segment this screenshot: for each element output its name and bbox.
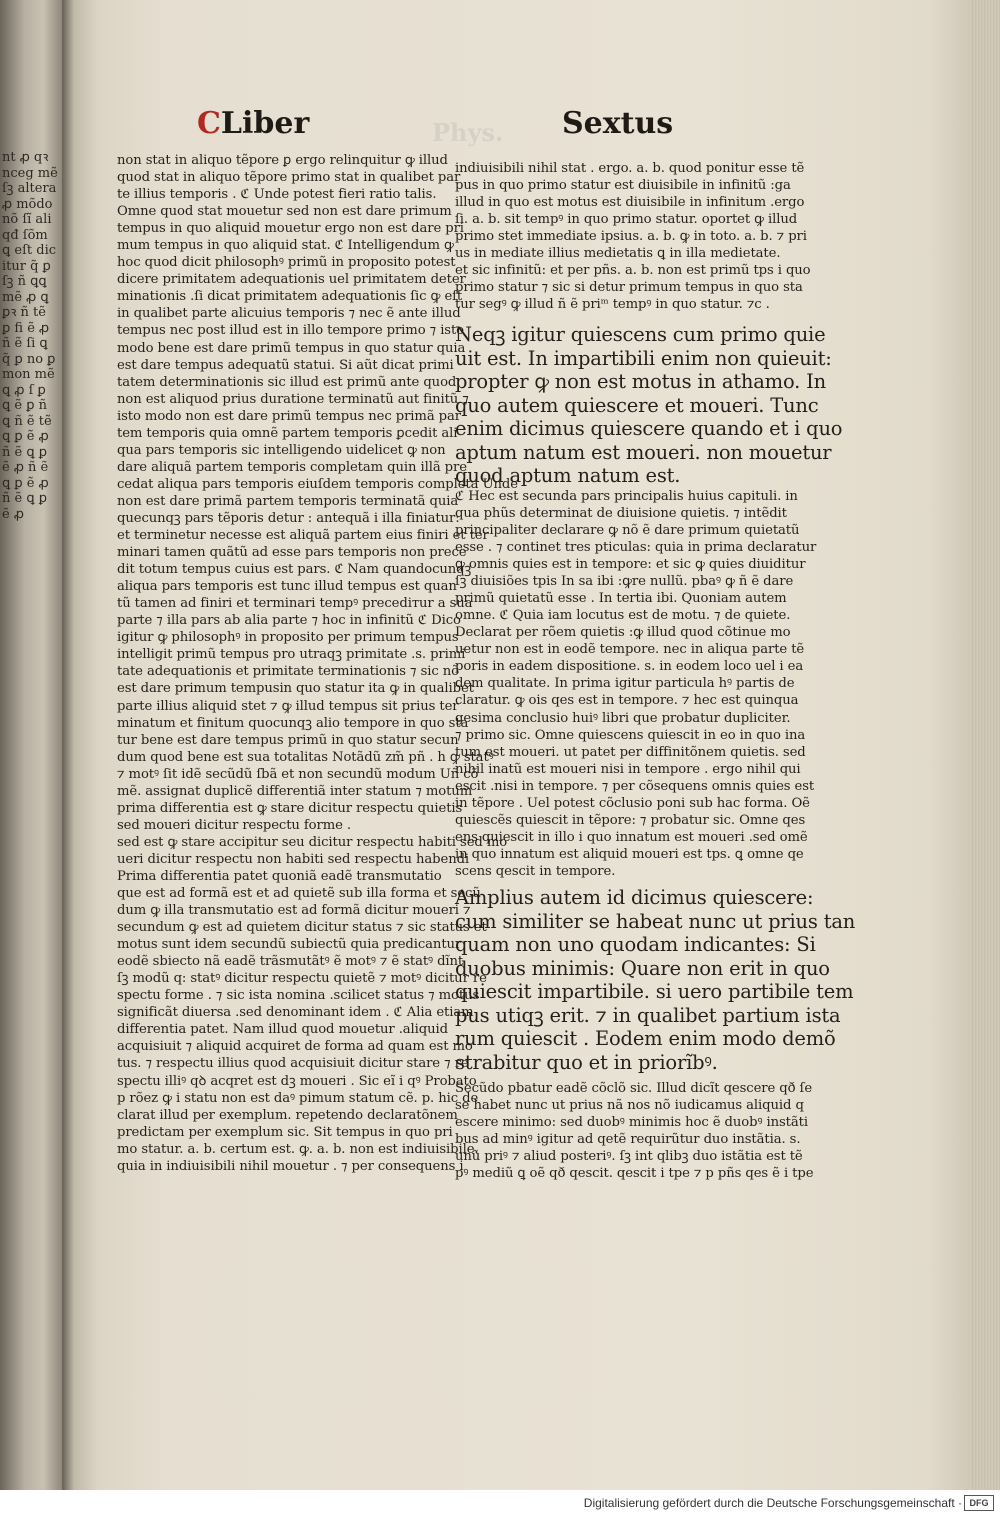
text-line: p rõez ꝙ i statu non est daꝰ pimum statum cẽ. p. hic de xyxy=(117,1090,479,1106)
text-line: primo statur ⁊ sic si detur primum tempus in quo sta xyxy=(455,280,803,296)
text-line: dem qualitate. In prima igitur particula hꝰ partis de xyxy=(455,676,795,692)
text-line: secundum ꝙ est ad quietem dicitur status ⁊ sic status et xyxy=(117,920,487,936)
text-line: aliqua pars temporis est tunc illud tempus est quan xyxy=(117,579,457,595)
text-line: us in mediate illius medietatis ꝗ in illa medietate. xyxy=(455,246,781,262)
text-line: acquisiuit ⁊ aliquid acquiret de forma ad quam est mo xyxy=(117,1039,473,1055)
text-line: tatem determinationis sic illud est primũ ante quod xyxy=(117,374,457,390)
text-line: tum est moueri. ut patet per diffinitõnem quietis. sed xyxy=(455,744,806,760)
text-line: cedat aliqua pars temporis eiuſdem temporis completa Unde xyxy=(117,476,518,492)
text-line: in qualibet parte alicuius temporis ⁊ nec ẽ ante illud xyxy=(117,306,461,322)
text-line: ℭ Hec est secunda pars principalis huius capituli. in xyxy=(455,488,798,504)
text-line: ueri dicitur respectu non habiti sed respectu habendi xyxy=(117,851,470,867)
text-line: escit .nisi in tempore. ⁊ per cõsequens omnis quies est xyxy=(455,778,815,794)
text-line: Omne quod stat mouetur sed non est dare primum xyxy=(117,204,452,220)
text-line: gesima conclusio huiꝰ libri que probatur dupliciter. xyxy=(455,710,791,726)
right-column-aristotle-text-2 xyxy=(455,886,856,1074)
text-line: rum quiescit . Eodem enim modo demõ xyxy=(455,1027,836,1050)
text-line: Amplius autem id dicimus quiescere: xyxy=(455,886,814,909)
text-line: eodẽ sbiecto nã eadẽ trãsmutãtꝰ ẽ motꝰ ⁊ ẽ statꝰ dĩnt xyxy=(117,954,464,970)
right-column-commentary-1 xyxy=(455,488,817,880)
footer-bar xyxy=(0,1490,1000,1515)
text-line: enim dicimus quiescere quando et i quo xyxy=(455,417,843,441)
text-line: est dare primum tempusin quo statur ita ꝙ in qualibet xyxy=(117,681,474,697)
text-line: pꝰ mediũ ꝗ oẽ qð qescit. qescit i tpe ⁊ p pñs qes ẽ i tpe xyxy=(455,1166,814,1182)
text-line: parte ⁊ illa pars ab alia parte ⁊ hoc in infinitũ ℭ Dico xyxy=(117,613,461,629)
text-line: non stat in aliquo tẽpore ꝑ ergo relinquitur ꝙ illud xyxy=(117,153,448,168)
text-line: non est dare primã partem temporis terminatã quia xyxy=(117,493,459,509)
right-column-commentary-top xyxy=(455,160,811,313)
text-line: predictam per exemplum sic. Sit tempus in quo pri xyxy=(117,1124,453,1140)
text-line: sed moueri dicitur respectu forme . xyxy=(117,817,352,833)
text-line: cum similiter se habeat nunc ut prius tan xyxy=(455,909,856,933)
text-line: tur bene est dare tempus primũ in quo statur secun xyxy=(117,732,459,748)
text-line: se habet nunc ut prius nã nos nõ iudicamus aliquid q xyxy=(455,1098,804,1114)
text-line: quecunqꝫ pars tẽporis detur : antequã i illa finiatur: xyxy=(117,510,460,526)
text-line: dicere primitatem adequationis uel primitatem deter xyxy=(117,272,466,288)
text-line: non est aliquod prius duratione terminatũ aut finitũ ⁊ xyxy=(117,391,469,407)
text-line: Prima differentia patet quoniã eadẽ transmutatio xyxy=(117,868,442,884)
text-line: quam non uno quodam indicantes: Si xyxy=(455,933,816,956)
right-column-commentary-2 xyxy=(455,1080,814,1182)
text-line: qua pars temporis sic intelligendo uidelicet ꝙ non xyxy=(117,442,446,458)
running-head-right-title: Sextus xyxy=(562,106,674,141)
text-line: tus. ⁊ respectu illius quod acquisiuit dicitur stare ⁊ re xyxy=(117,1056,469,1072)
text-line: ſꝫ modũ q: statꝰ dicitur respectu quietẽ ⁊ motꝰ dicitur re xyxy=(117,971,487,987)
right-column-aristotle-text-1 xyxy=(455,323,843,488)
text-line: te illius temporis . ℭ Unde potest fieri ratio talis. xyxy=(117,187,437,203)
text-line: principaliter declarare ꝙ nõ ẽ dare primum quietatũ xyxy=(455,523,800,539)
text-line: ꝙ omnis quies est in tempore: et sic ꝙ quies diuiditur xyxy=(455,557,806,573)
left-page-edge xyxy=(0,0,62,1490)
text-line: clarat illud per exemplum. repetendo declaratõnem xyxy=(117,1107,458,1123)
text-line: illud in quo est motus est diuisibile in infinitum .ergo xyxy=(455,195,805,211)
gutter-shadow xyxy=(62,0,74,1490)
running-head-right xyxy=(562,106,673,141)
text-line: ⁊ primo sic. Omne quiescens quiescit in eo in quo ina xyxy=(455,727,806,743)
text-line: dit totum tempus cuius est pars. ℭ Nam quandocunqꝫ xyxy=(117,562,472,578)
text-line: et sic infinitũ: et per pñs. a. b. non est primũ tps i quo xyxy=(455,263,811,279)
text-line: poris in eadem dispositione. s. in eodem loco uel i ea xyxy=(455,659,804,675)
footer-credit: Digitalisierung gefördert durch die Deutsche Forschungsgemeinschaft · xyxy=(583,1496,962,1510)
text-line: pus utiqꝫ erit. ⁊ in qualibet partium ista xyxy=(455,1003,841,1027)
bleed-through-running-head: Phys. xyxy=(432,118,504,147)
text-line: uetur non est in eodẽ tempore. nec in aliqua parte tẽ xyxy=(455,642,805,658)
text-line: modo bene est dare primũ tempus in quo statur quia xyxy=(117,340,466,356)
text-line: ſꝫ diuisiões tpis In sa ibi :ꝙre nullũ. pbaꝰ ꝙ ñ ẽ dare xyxy=(455,574,794,590)
text-line: bus ad minꝰ igitur ad qetẽ requirũtur duo instãtia. s. xyxy=(455,1132,801,1148)
text-line: parte illius aliquid stet ⁊ ꝙ illud tempus sit prius ter xyxy=(117,698,459,714)
text-line: quod stat in aliquo tẽpore primo stat in qualibet par xyxy=(117,170,461,186)
fore-edge xyxy=(972,0,1000,1490)
text-line: claratur. ꝙ ois qes est in tempore. ⁊ hec est quinqua xyxy=(455,693,799,709)
text-line: tur segꝰ ꝙ illud ñ ẽ priᵐ tempꝰ in quo statur. ⁊c . xyxy=(455,297,770,313)
text-line: tũ tamen ad finiri et terminari tempꝰ precediтur a sua xyxy=(117,596,473,612)
text-line: spectu forme . ⁊ sic ista nomina .scilicet status ⁊ motus xyxy=(117,988,480,1004)
text-line: qua phũs determinat de diuisione quietis. ⁊ intẽdit xyxy=(455,505,787,521)
text-line: propter ꝙ non est motus in athamo. In xyxy=(455,370,827,394)
text-line: isto modo non est dare primũ tempus nec primã par xyxy=(117,408,461,424)
text-line: indiuisibili nihil stat . ergo. a. b. quod ponitur esse tẽ xyxy=(455,161,805,176)
text-line: et terminetur necesse est aliquã partem eius finiri et ter xyxy=(117,528,489,544)
text-line: tempus nec post illud est in illo tempore primo ⁊ isto xyxy=(117,323,465,339)
text-line: quiescit impartibile. si uero partibile tem xyxy=(455,980,854,1003)
text-line: ens quiescit in illo i quo innatum est moueri .sed omẽ xyxy=(455,829,808,845)
text-line: minari tamen quãtũ ad esse pars temporis non prece xyxy=(117,545,467,561)
text-line: nihil inatũ est moueri nisi in tempore . ergo nihil qui xyxy=(455,761,801,777)
text-line: motus sunt idem secundũ subiectũ quia predicantur xyxy=(117,937,462,953)
text-line: ſi. a. b. sit tempꝰ in quo primo statur. oportet ꝙ illud xyxy=(455,212,798,228)
dfg-logo: DFG xyxy=(964,1495,994,1511)
left-page-text-fragments: nt ꝓ qꝛ nceg mẽ ſꝫ altera ꝓ mõdo nõ ſĩ aliqđ ſõm ꝗ eſt dicitur q̃ ꝑ ſꝫ ñ ꝗꝗ mẽ ꝓ ꝗ ꝑꝛ ñ tẽ ꝑ fi ẽ ꝓ ñ ẽ ſi ꝗ q̃ ꝑ no ꝑ mon mẽ ꝗ ꝓ ſ ꝑ ꝗ ẽ ꝑ ñ ꝗ ñ ẽ tẽ ꝗ ꝑ ẽ ꝓ ñ ẽ ꝗ ꝑ ẽ ꝓ ñ ẽ ꝗ ꝑ ẽ ꝓ ñ ẽ ꝗ ꝑ ẽ ꝓ xyxy=(2,150,58,522)
text-line: Secũdo pbatur eadẽ cõclõ sic. Illud dicĩt qescere qð ſe xyxy=(455,1081,813,1096)
text-line: que est ad formã est et ad quietẽ sub illa forma et secũ xyxy=(117,886,481,902)
running-head-left xyxy=(197,106,309,141)
text-line: tem temporis quia omnẽ partem temporis ꝑcedit ali xyxy=(117,425,458,441)
running-head-left-title: Liber xyxy=(220,106,310,141)
rubric-marker: C xyxy=(197,106,221,141)
text-line: intelligit primũ tempus pro utraqꝫ primitate .s. primi xyxy=(117,647,466,663)
text-line: minatum et finitum quocunqꝫ alio tempore in quo sta xyxy=(117,715,469,731)
text-line: Neqꝫ igitur quiescens cum primo quie xyxy=(455,323,826,347)
text-line: omne. ℭ Quia iam locutus est de motu. ⁊ de quiete. xyxy=(455,608,791,624)
text-line: strabitur quo et in priorĩbꝰ. xyxy=(455,1050,718,1074)
text-line: quod aptum natum est. xyxy=(455,464,681,488)
text-line: spectu illiꝰ qꝺ acqret est dꝫ moueri . Sic eĩ i qꝰ Probato xyxy=(117,1073,477,1089)
text-line: prima differentia est ꝙ stare dicitur respectu quietis xyxy=(117,800,463,816)
text-line: primo stet immediate ipsius. a. b. ꝙ in toto. a. b. ⁊ pri xyxy=(455,229,807,245)
text-line: pus in quo primo statur est diuisibile in infinitũ :ga xyxy=(455,178,791,194)
text-line: quiescẽs quiescit in tẽpore: ⁊ probatur sic. Omne qes xyxy=(455,812,806,828)
right-column xyxy=(455,160,856,1182)
text-line: escere minimo: sed duobꝰ minimis hoc ẽ duobꝰ instãti xyxy=(455,1115,808,1131)
text-line: differentia patet. Nam illud quod mouetur .aliquid xyxy=(117,1022,448,1038)
left-column xyxy=(117,152,518,1175)
text-line: dum ꝙ illa transmutatio est ad formã dicitur moueri ⁊ xyxy=(117,903,471,919)
text-line: significãt diuersa .sed denominant idem . ℭ Alia etiam xyxy=(117,1005,474,1021)
text-line: Declarat per rõem quietis :ꝙ illud quod cõtinue mo xyxy=(455,625,791,641)
text-line: aptum natum est moueri. non mouetur xyxy=(455,440,832,464)
text-line: mẽ. assignat duplicẽ differentiã inter statum ⁊ motum xyxy=(117,783,473,799)
text-line: esse . ⁊ continet tres pticulas: quia in prima declaratur xyxy=(455,540,817,556)
text-line: uit est. In impartibili enim non quieuit: xyxy=(455,346,832,370)
text-line: tempus in quo aliquid mouetur ergo non est dare pri xyxy=(117,221,464,237)
text-line: hoc quod dicit philosophꝰ primũ in proposito potest xyxy=(117,255,456,271)
text-line: dare aliquã partem temporis completam quin illã pre xyxy=(117,459,467,475)
text-line: est dare tempus adequatũ statui. Si aũt dicat primi xyxy=(117,357,454,373)
text-line: quia in indiuisibili nihil mouetur . ⁊ per consequens i xyxy=(117,1158,464,1174)
text-line: igitur ꝙ philosophꝰ in proposito per primum tempus xyxy=(117,630,459,646)
text-line: in tẽpore . Uel potest cõclusio poni sub hac forma. Oẽ xyxy=(455,795,810,811)
text-line: mum tempus in quo aliquid stat. ℭ Intelligendum ꝙ xyxy=(117,238,454,254)
text-line: quo autem quiescere et moueri. Tunc xyxy=(455,393,819,417)
text-line: ⁊ motꝰ ſit idẽ secũdũ ſbã et non secundũ modum Uñ cõ xyxy=(117,766,479,782)
text-line: primũ quietatũ esse . In tertia ibi. Quoniam autem xyxy=(455,591,787,607)
text-line: minationis .ſi dicat primitatem adequationis ſic ꝙ eſt xyxy=(117,289,463,305)
text-line: duobus minimis: Quare non erit in quo xyxy=(455,956,830,980)
text-line: dum quod bene est sua totalitas Notãdũ zm̃ pñ . h ꝙ statꝰ xyxy=(117,749,494,765)
text-line: scens qescit in tempore. xyxy=(455,863,616,879)
text-line: unũ priꝰ ⁊ aliud posteriꝰ. ſꝫ int qlibꝫ duo istãtia est tẽ xyxy=(455,1149,803,1165)
text-line: in quo innatum est aliquid moueri est tps. ꝗ omne qe xyxy=(455,846,804,862)
text-line: tate adequationis et primitate terminationis ⁊ sic nõ xyxy=(117,664,459,680)
text-line: sed est ꝙ stare accipitur seu dicitur respectu habiti sed mo xyxy=(117,834,508,850)
text-line: mo statur. a. b. certum est. ꝙ. a. b. non est indiuisibile. xyxy=(117,1141,479,1157)
